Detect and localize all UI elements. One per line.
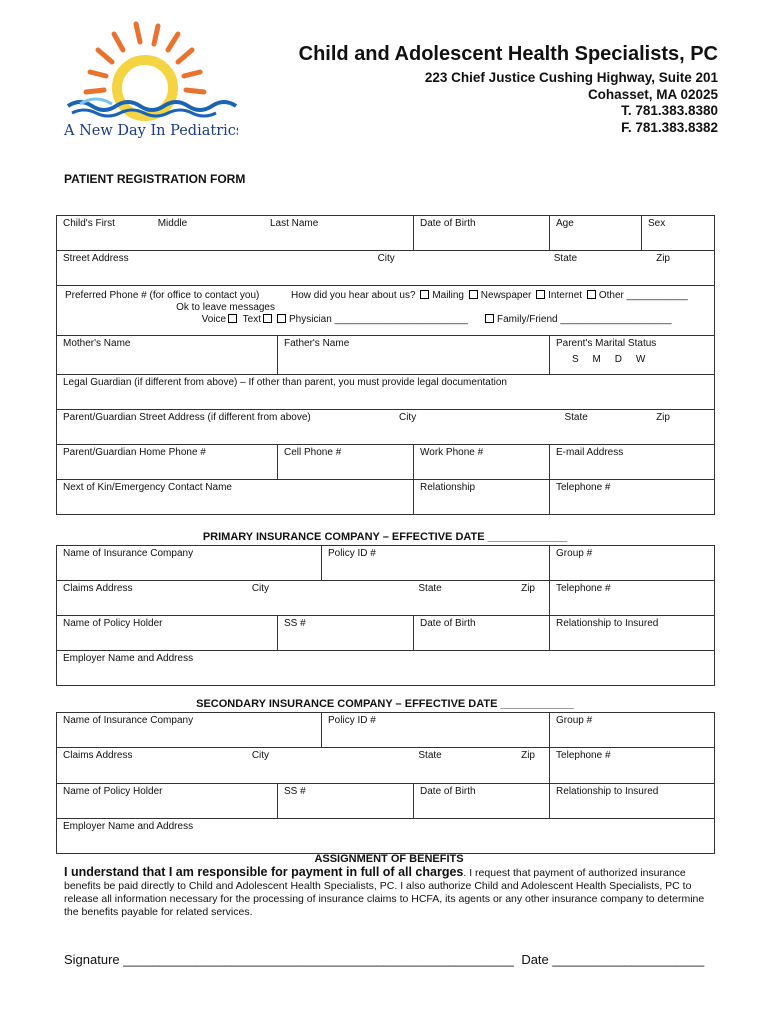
secondary-ss-label: SS # [284,786,306,797]
mailing-label: Mailing [432,290,464,301]
cell-phone-field[interactable] [278,445,414,480]
primary-employer-label: Employer Name and Address [63,653,194,664]
newspaper-label: Newspaper [480,290,532,301]
street-label: Street Address [63,253,129,264]
other-checkbox[interactable] [587,290,596,299]
primary-group-field[interactable] [550,546,715,581]
secondary-ss-field[interactable] [278,784,414,819]
relationship-label: Relationship [420,482,476,493]
family-friend-label: Family/Friend ____________________ [497,314,672,325]
secondary-claims-address-field[interactable] [57,748,550,784]
secondary-policy-field[interactable] [322,713,550,748]
primary-dob-label: Date of Birth [420,618,476,629]
secondary-company-field[interactable] [57,713,322,748]
secondary-insurance-table [56,712,715,854]
cell-label: Cell Phone # [284,447,342,458]
referral-source [291,290,688,302]
practice-header [299,42,718,136]
father-field[interactable] [278,336,550,375]
practice-address-2: Cohasset, MA 02025 [587,86,718,102]
primary-state-label: State [418,583,442,594]
childs-name-field[interactable] [57,216,414,251]
assignment-body-text: . I request that payment of authorized insurance benefits be paid directly to Child and Adolescent Health Specialists, PC. I also authorize Child and Adolescent Health Specialists, PC to release all information necessary for the processing of insurance claims to HCFA, its agents or any other insurance company to determine the benefits payable for related services. [64,867,705,918]
father-label: Father's Name [284,338,350,349]
voice-checkbox[interactable] [228,314,237,323]
newspaper-checkbox[interactable] [469,290,478,299]
assignment-bold-text: I understand that I am responsible for payment in full of all charges [64,865,464,879]
email-field[interactable] [550,445,715,480]
primary-zip-label: Zip [521,583,535,594]
marital-status-field[interactable] [550,336,715,375]
zip-label: Zip [656,253,670,264]
secondary-telephone-field[interactable] [550,748,715,784]
guardian-home-phone-field[interactable] [57,445,278,480]
relationship-field[interactable] [414,480,550,515]
primary-telephone-field[interactable] [550,581,715,616]
secondary-zip-label: Zip [521,750,535,761]
primary-dob-field[interactable] [414,616,550,651]
secondary-city-label: City [251,750,270,761]
age-field[interactable] [550,216,642,251]
guardian-city-label: City [398,412,417,423]
sex-label: Sex [648,218,666,229]
primary-telephone-label: Telephone # [556,583,611,594]
primary-employer-field[interactable] [57,651,715,686]
primary-claims-label: Claims Address [63,583,133,594]
patient-info-table [56,215,715,515]
email-label: E-mail Address [556,447,624,458]
primary-holder-field[interactable] [57,616,278,651]
secondary-group-label: Group # [556,715,593,726]
signature-line[interactable] [64,952,704,967]
guardian-home-label: Parent/Guardian Home Phone # [63,447,206,458]
work-phone-field[interactable] [414,445,550,480]
practice-address-1: 223 Chief Justice Cushing Highway, Suite 201 [424,70,718,85]
next-of-kin-field[interactable] [57,480,414,515]
hear-about-label: How did you hear about us? [291,290,416,301]
secondary-dob-label: Date of Birth [420,786,476,797]
primary-company-field[interactable] [57,546,322,581]
referral-source-2 [275,314,468,326]
secondary-dob-field[interactable] [414,784,550,819]
referral-source-3 [483,314,672,326]
primary-insurance-table [56,545,715,686]
primary-insurance-heading: PRIMARY INSURANCE COMPANY – EFFECTIVE DATE _____________ [202,531,568,543]
secondary-state-label: State [418,750,442,761]
legal-guardian-label: Legal Guardian (if different from above) – If other than parent, you must provide legal documentation [63,377,507,388]
secondary-insurance-heading: SECONDARY INSURANCE COMPANY – EFFECTIVE DATE ____________ [196,698,574,710]
assignment-heading: ASSIGNMENT OF BENEFITS [314,853,464,865]
work-label: Work Phone # [420,447,484,458]
primary-policy-field[interactable] [322,546,550,581]
secondary-relationship-label: Relationship to Insured [556,786,659,797]
other-label: Other ___________ [598,290,688,301]
address-field[interactable] [57,251,715,286]
guardian-state-label: State [564,412,588,423]
voice-label: Voice [201,314,227,325]
primary-ss-label: SS # [284,618,306,629]
practice-phone: T. 781.383.8380 [621,103,718,118]
practice-fax: F. 781.383.8382 [621,119,718,135]
practice-logo [58,18,238,143]
assignment-of-benefits [64,853,714,919]
state-label: State [553,253,578,264]
form-title: PATIENT REGISTRATION FORM [64,172,246,186]
preferred-phone-label: Preferred Phone # (for office to contact you) [65,290,260,301]
marital-options: S M D W [572,354,646,365]
mailing-checkbox[interactable] [420,290,429,299]
secondary-claims-label: Claims Address [63,750,133,761]
date-label: Date _____________________ [521,952,705,967]
primary-claims-address-field[interactable] [57,581,550,616]
middle-label: Middle [157,218,188,229]
last-name-label: Last Name [269,218,319,229]
text-label: Text [242,314,261,325]
secondary-employer-label: Employer Name and Address [63,821,194,832]
secondary-company-label: Name of Insurance Company [63,715,194,726]
guardian-address-field[interactable] [57,410,715,445]
practice-name: Child and Adolescent Health Specialists, PC [298,43,718,65]
primary-city-label: City [251,583,270,594]
physician-checkbox[interactable] [277,314,286,323]
secondary-relationship-field[interactable] [550,784,715,819]
family-friend-checkbox[interactable] [485,314,494,323]
internet-checkbox[interactable] [536,290,545,299]
secondary-policy-label: Policy ID # [328,715,376,726]
text-checkbox[interactable] [263,314,272,323]
primary-relationship-field[interactable] [550,616,715,651]
primary-policy-label: Policy ID # [328,548,376,559]
marital-label: Parent's Marital Status [556,338,657,349]
ok-leave-label: Ok to leave messages [176,302,275,313]
primary-company-label: Name of Insurance Company [63,548,194,559]
internet-label: Internet [548,290,583,301]
sex-field[interactable] [642,216,715,251]
physician-label: Physician ________________________ [289,314,469,325]
mother-label: Mother's Name [63,338,131,349]
guardian-street-label: Parent/Guardian Street Address (if different from above) [63,412,311,423]
dob-label: Date of Birth [420,218,476,229]
legal-guardian-field[interactable] [57,375,715,410]
secondary-telephone-label: Telephone # [556,750,611,761]
primary-relationship-label: Relationship to Insured [556,618,659,629]
assignment-text [64,866,714,919]
dob-field[interactable] [414,216,550,251]
guardian-zip-label: Zip [656,412,670,423]
primary-group-label: Group # [556,548,593,559]
kin-label: Next of Kin/Emergency Contact Name [63,482,232,493]
secondary-holder-field[interactable] [57,784,278,819]
preferred-phone-block[interactable] [65,290,275,326]
childs-first-label: Child's First [63,218,115,229]
secondary-holder-label: Name of Policy Holder [63,786,163,797]
logo-tagline: A New Day In Pediatrics [64,123,238,139]
sun-logo-icon [58,18,238,143]
primary-holder-label: Name of Policy Holder [63,618,163,629]
city-label: City [377,253,395,264]
age-label: Age [556,218,574,229]
primary-ss-field[interactable] [278,616,414,651]
kin-telephone-field[interactable] [550,480,715,515]
secondary-employer-field[interactable] [57,819,715,854]
contact-preferences [57,286,715,336]
kin-telephone-label: Telephone # [556,482,611,493]
signature-label: Signature ______________________________________________________ [64,952,514,967]
secondary-group-field[interactable] [550,713,715,748]
mother-field[interactable] [57,336,278,375]
